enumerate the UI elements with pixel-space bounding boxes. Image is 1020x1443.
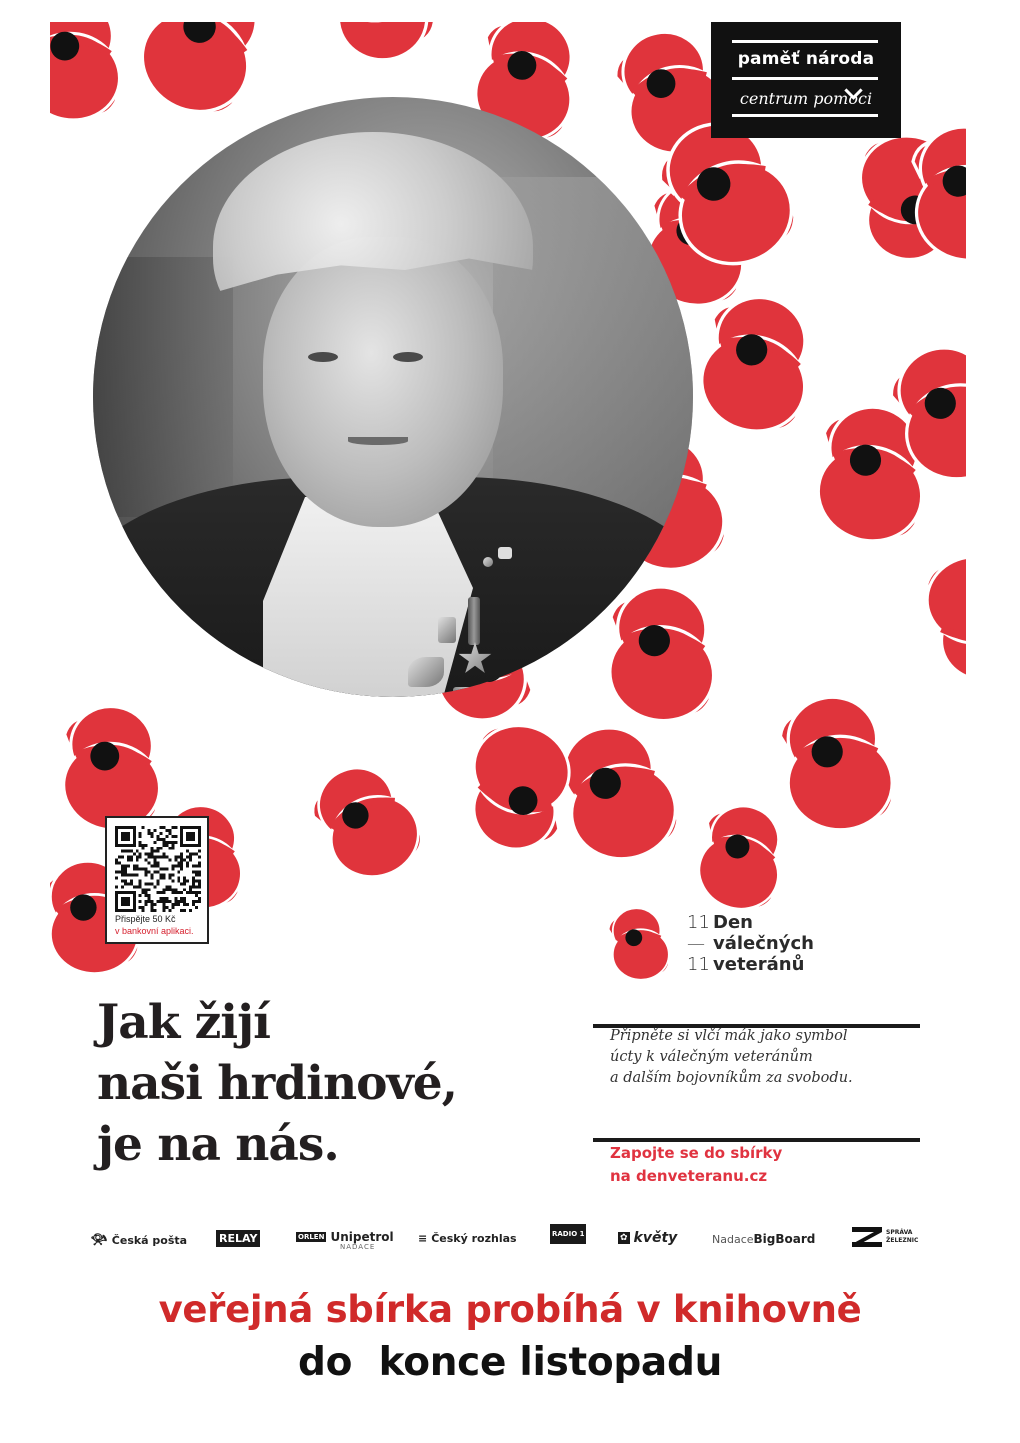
poster [50,22,966,1252]
brand-date [687,912,710,975]
headline-line: Jak žijí [97,995,271,1050]
partner-name: Česká pošta [111,1233,188,1247]
partner-name: ORLEN [298,1233,325,1241]
collection-deadline-notice: do konce listopadu [297,1340,723,1385]
partner-name: květy [633,1230,678,1246]
logo-rule [732,77,878,80]
pin-icon [483,557,493,567]
photo-mouth [348,437,408,445]
partner-nadace-bigboard [712,1232,815,1246]
logo-rule [732,114,878,117]
logo-title: paměť národa [737,49,875,69]
headline-line: naši hrdinové, [97,1056,458,1111]
poppy-icon [105,22,296,139]
main-headline [97,992,457,1175]
veteran-portrait-photo [93,97,693,697]
qr-caption-bank-app: v bankovní aplikaci. [115,926,194,936]
partner-name: RADIO 1 [550,1224,586,1244]
badge-icon [408,657,444,687]
headline-line: je na nás. [97,1117,339,1172]
poppy-icon [770,692,900,835]
partner-logos [40,1230,920,1266]
den-valecnych-veteranu-logo [603,904,933,986]
logo-rule [732,40,878,43]
pamet-naroda-logo [711,22,901,138]
sz-logo-icon [852,1224,882,1250]
cta-website-link[interactable]: na denveteranu.cz [610,1167,768,1185]
partner-cesky-rozhlas [418,1232,517,1245]
menu-lines-icon: ≡ [418,1232,428,1245]
brand-word: Den [713,912,753,933]
brand-day: 11 [687,912,710,933]
library-collection-notice: veřejná sbírka probíhá v knihovně [158,1288,862,1331]
medal-icon [438,617,456,643]
logo-subtitle: centrum pomoci [739,89,873,108]
ribbon-bar-icon [453,687,493,697]
poppy-icon [920,552,966,684]
photo-background [93,257,233,517]
partner-name: Unipetrol [330,1230,394,1244]
poppy-icon [894,117,966,271]
partner-sprava-zeleznic [852,1224,918,1250]
brand-word: válečných [713,933,814,954]
partner-orlen-unipetrol [296,1230,394,1251]
tagline-line: Připněte si vlčí mák jako symbol [610,1028,848,1044]
photo-eye [308,352,338,362]
partner-relay [216,1230,260,1247]
brand-name [713,912,814,975]
cta-line: Zapojte se do sbírky [610,1144,783,1162]
partner-name: Nadace [712,1232,754,1246]
partner-kvety [618,1230,677,1246]
medal-ribbon-icon [468,597,480,645]
poppy-icon [603,904,673,984]
qr-code-icon[interactable] [115,826,201,912]
partner-radio-1 [550,1224,586,1244]
brand-month: 11 [687,954,710,975]
call-to-action[interactable] [610,1142,782,1188]
photo-eye [393,352,423,362]
partner-ceska-posta [90,1232,187,1248]
partner-subtitle: NADACE [340,1243,376,1251]
pin-icon [498,547,512,559]
partner-name: ŽELEZNIC [886,1237,919,1244]
brand-word: veteránů [713,954,805,975]
poppy-icon [293,747,438,898]
flower-icon: ✿ [620,1233,628,1243]
partner-name: RELAY [216,1230,260,1247]
tagline [610,1026,853,1089]
partner-name: SPRÁVA [886,1229,913,1236]
poppy-icon [315,22,445,65]
brand-dash: — [687,933,705,954]
donation-qr-card[interactable] [105,816,209,944]
photo-face [263,237,503,527]
tagline-line: a dalším bojovníkům za svobodu. [610,1070,853,1086]
partner-name: Český rozhlas [431,1232,517,1245]
partner-name: BigBoard [753,1232,816,1246]
post-horn-icon: 📯︎ [90,1232,108,1248]
tagline-line: úcty k válečným veteránům [610,1049,813,1065]
qr-caption-amount: Přispějte 50 Kč [115,914,176,924]
